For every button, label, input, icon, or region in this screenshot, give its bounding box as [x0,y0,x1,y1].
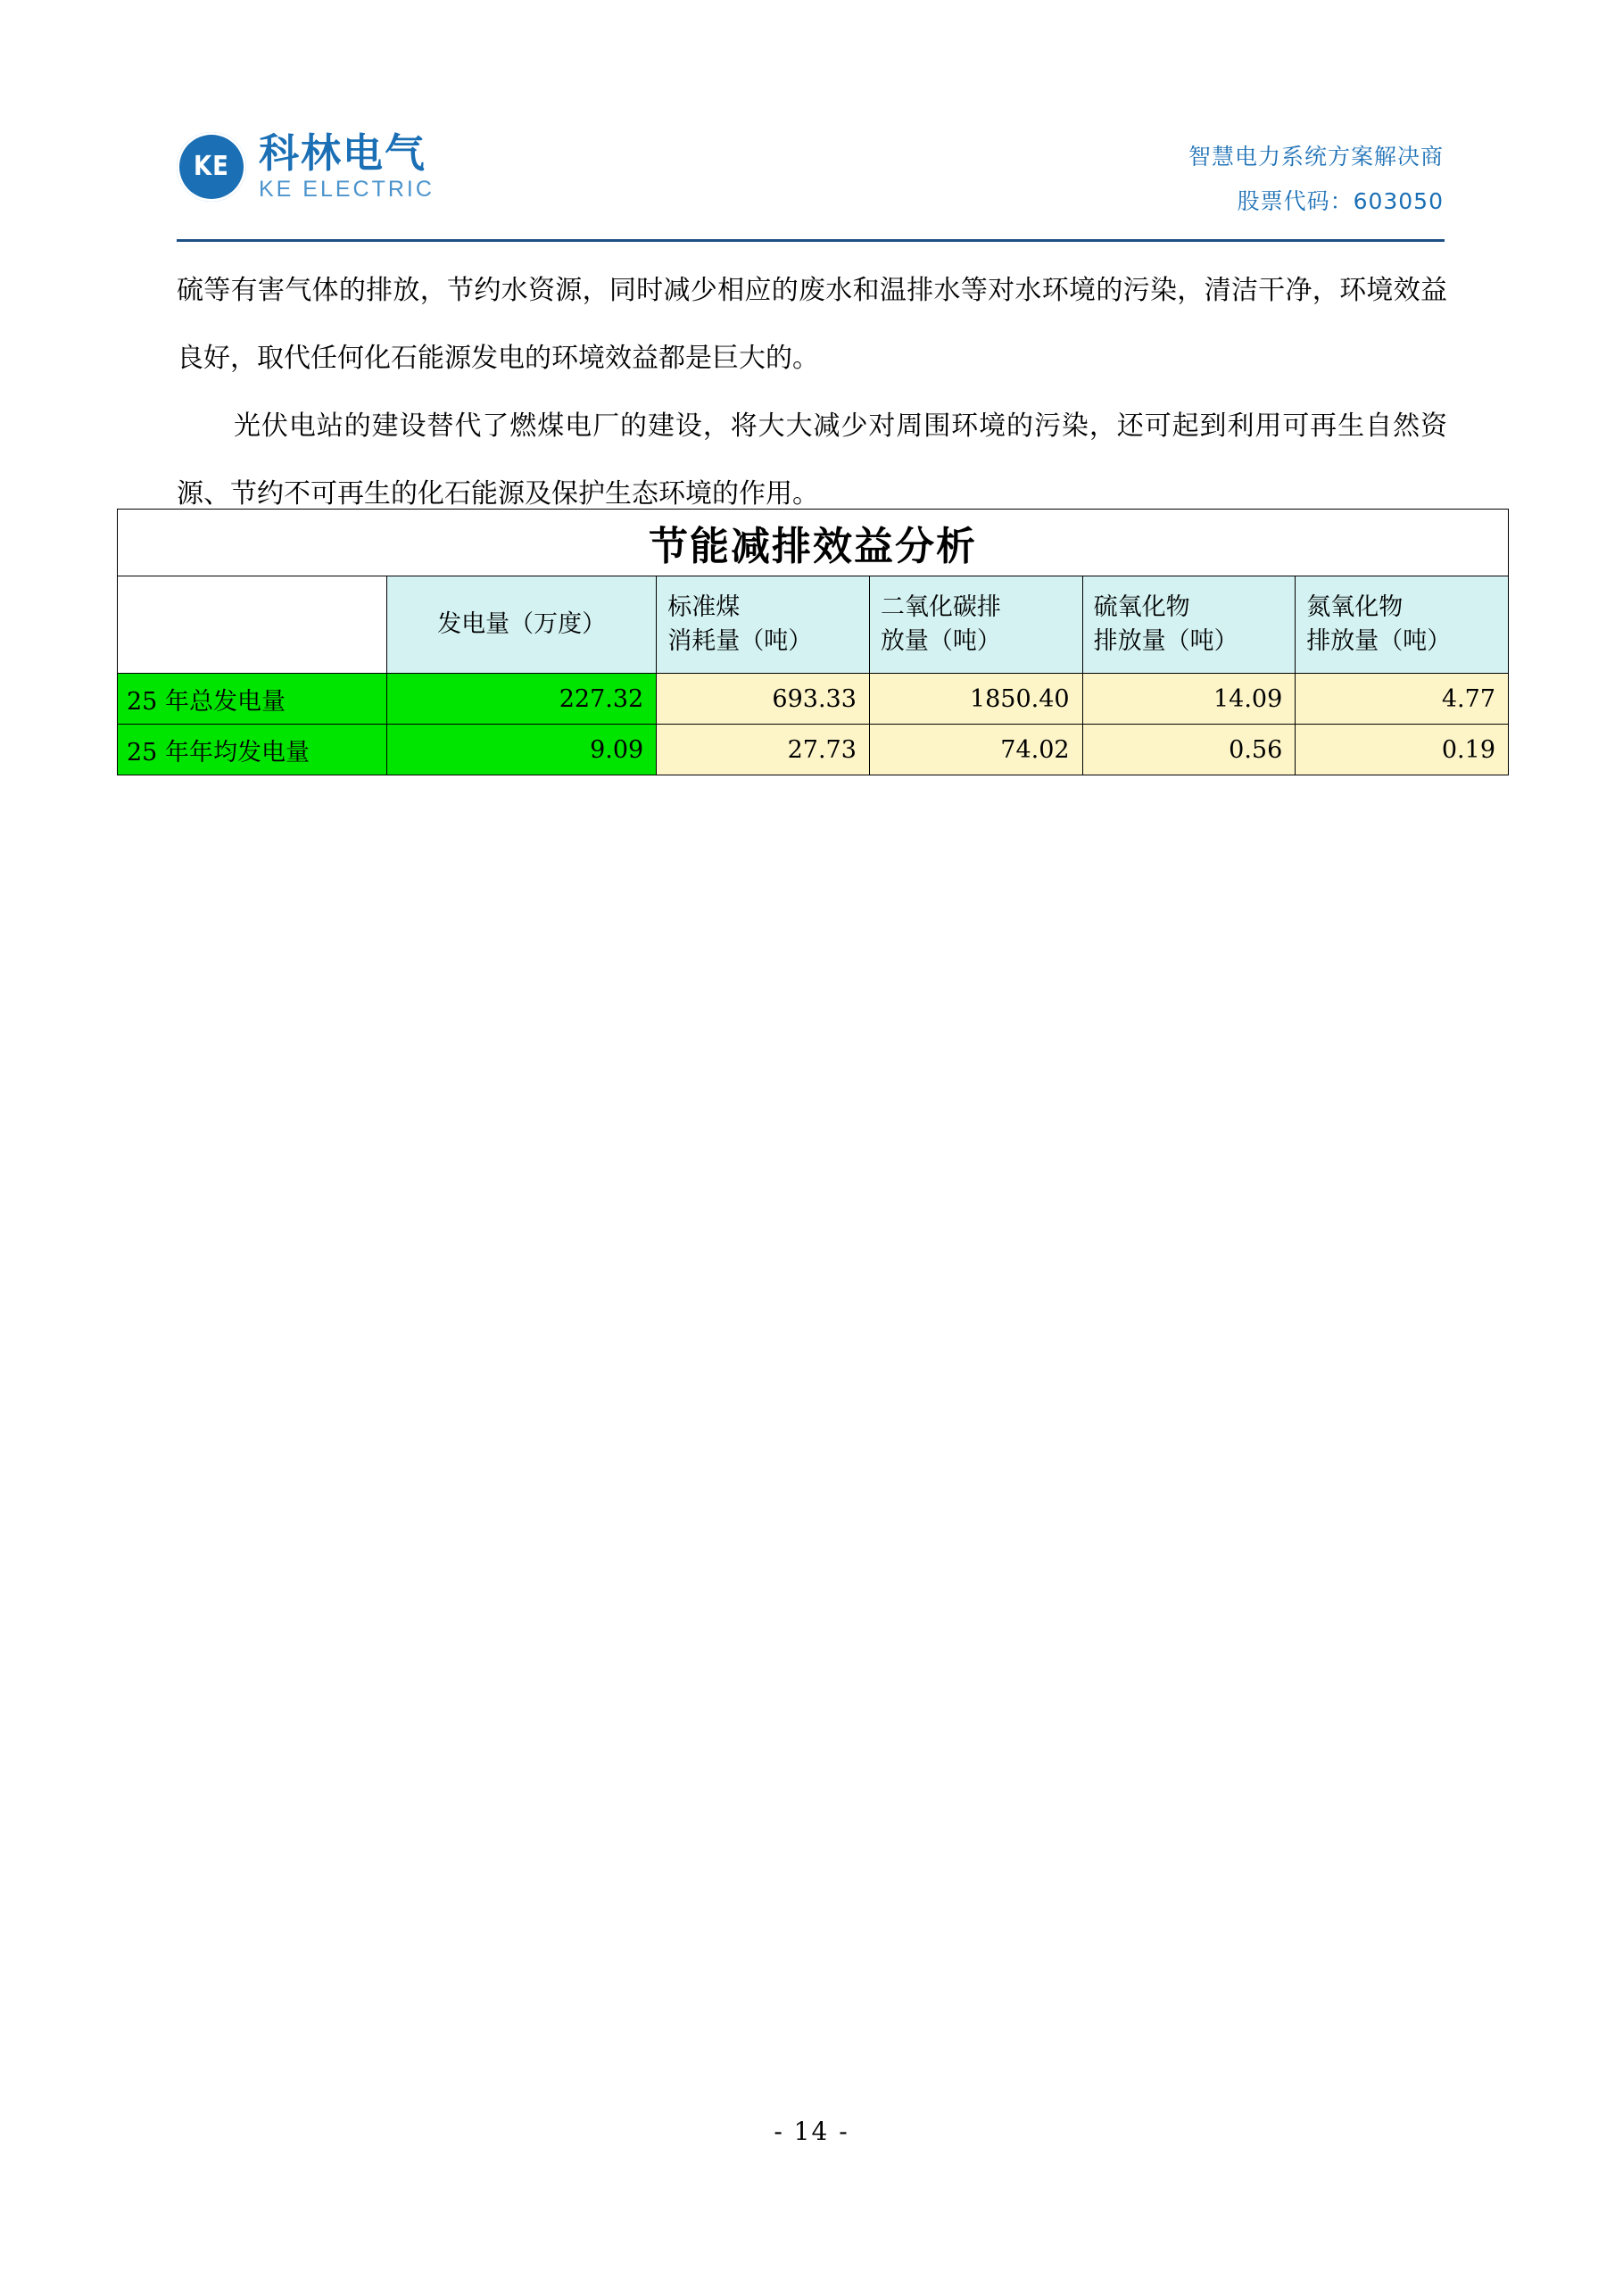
table-title: 节能减排效益分析 [118,510,1509,576]
header-cell-generation: 发电量（万度） [387,576,657,674]
logo-chinese-name: 科林电气 [259,129,427,177]
benefit-analysis-table [117,509,1509,775]
paragraph-2: 光伏电站的建设替代了燃煤电厂的建设，将大大减少对周围环境的污染，还可起到利用可再生自然资源、节约不可再生的化石能源及保护生态环境的作用。 [177,410,1447,510]
cell-total-nox: 4.77 [1296,674,1509,725]
table-row [118,725,1509,775]
company-logo [177,129,435,202]
paragraph-1: 硫等有害气体的排放，节约水资源，同时减少相应的废水和温排水等对水环境的污染，清洁干净，环境效益良好，取代任何化石能源发电的环境效益都是巨大的。 [177,275,1447,374]
row-label-annual-average: 25 年年均发电量 [118,725,387,775]
header-divider [177,239,1445,242]
logo-english-name: KE ELECTRIC [259,177,435,202]
cell-avg-co2: 74.02 [869,725,1082,775]
stock-code: 股票代码：603050 [1237,188,1444,214]
logo-mark-icon [177,132,246,202]
cell-total-sox: 14.09 [1082,674,1296,725]
cell-avg-generation: 9.09 [387,725,657,775]
header-cell-sox: 硫氧化物 排放量（吨） [1082,576,1296,674]
row-label-total: 25 年总发电量 [118,674,387,725]
header-cell-co2: 二氧化碳排 放量（吨） [869,576,1082,674]
cell-total-generation: 227.32 [387,674,657,725]
page-number: - 14 - [774,2117,849,2146]
header-cell-blank [118,576,387,674]
table-header-row [118,576,1509,674]
logo-mark-text: KE [194,151,229,183]
header-cell-nox: 氮氧化物 排放量（吨） [1296,576,1509,674]
cell-avg-nox: 0.19 [1296,725,1509,775]
page-header [177,129,1444,221]
cell-total-co2: 1850.40 [869,674,1082,725]
header-info [1188,139,1444,216]
cell-avg-coal: 27.73 [657,725,870,775]
header-cell-standard-coal: 标准煤 消耗量（吨） [657,576,870,674]
page-footer [0,2117,1623,2146]
cell-total-coal: 693.33 [657,674,870,725]
table-row [118,674,1509,725]
document-body [177,257,1447,528]
benefit-analysis-table-wrap [117,509,1509,775]
cell-avg-sox: 0.56 [1082,725,1296,775]
company-slogan: 智慧电力系统方案解决商 [1188,144,1444,170]
logo-text-block [259,129,435,202]
table-title-row [118,510,1509,576]
